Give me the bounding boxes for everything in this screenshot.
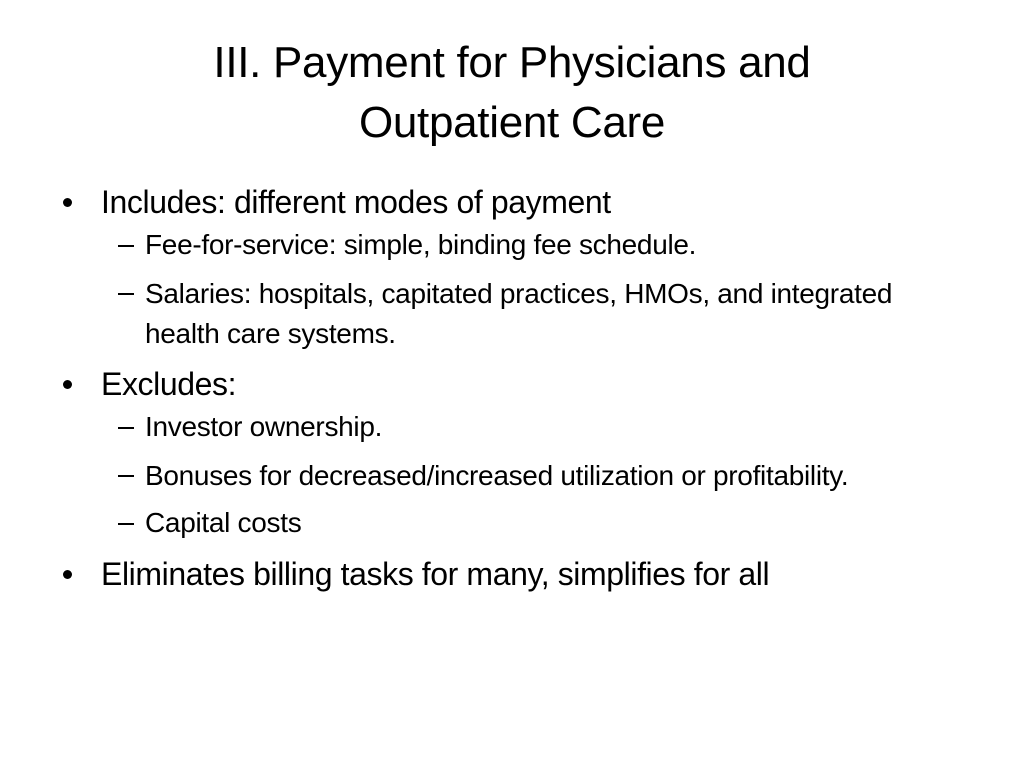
subitem-fee-for-service bbox=[60, 226, 960, 264]
sublist-excludes bbox=[60, 408, 960, 542]
subitem-text: Salaries: hospitals, capitated practices, HMOs, and integrated health care systems. bbox=[145, 278, 893, 349]
slide-body bbox=[60, 180, 960, 596]
subitem-capital-costs bbox=[60, 504, 960, 542]
subitem-text: Bonuses for decreased/increased utilization or profitability. bbox=[145, 460, 849, 491]
bullet-text: Includes: different modes of payment bbox=[101, 184, 611, 220]
bullet-eliminates bbox=[60, 552, 960, 596]
subitem-text: Investor ownership. bbox=[145, 411, 383, 442]
subitem-investor-ownership bbox=[60, 408, 960, 446]
bullet-includes bbox=[60, 180, 960, 224]
bullet-text: Eliminates billing tasks for many, simplifies for all bbox=[101, 556, 770, 592]
slide-title-line-1: III. Payment for Physicians and bbox=[213, 38, 811, 87]
sublist-includes bbox=[60, 226, 960, 354]
subitem-text: Capital costs bbox=[145, 507, 302, 538]
slide-title-line-2: Outpatient Care bbox=[358, 98, 666, 147]
bullet-excludes bbox=[60, 362, 960, 406]
subitem-text: Fee-for-service: simple, binding fee schedule. bbox=[145, 229, 697, 260]
slide-title bbox=[90, 33, 934, 153]
subitem-salaries bbox=[60, 274, 960, 354]
bullet-text: Excludes: bbox=[101, 366, 237, 402]
subitem-bonuses bbox=[60, 456, 960, 496]
